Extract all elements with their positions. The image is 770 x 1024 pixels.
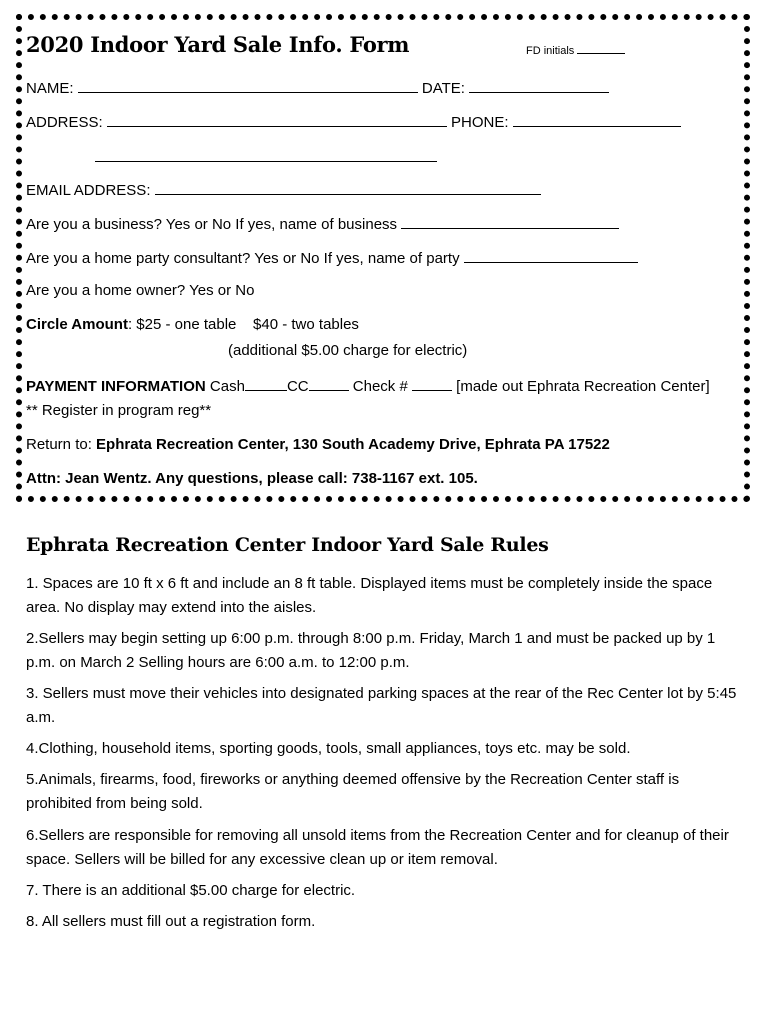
email-row: [26, 180, 541, 199]
electric-note: (additional $5.00 charge for electric): [228, 342, 468, 359]
name-label: NAME:: [26, 80, 74, 97]
payment-cc-label: CC: [286, 378, 309, 395]
form-title: 2020 Indoor Yard Sale Info. Form: [26, 32, 410, 57]
party-name-field[interactable]: [464, 248, 638, 263]
date-label: DATE:: [421, 80, 465, 97]
fd-initials-label: FD initials: [526, 45, 575, 57]
rules-title: Ephrata Recreation Center Indoor Yard Sale Rules: [26, 534, 549, 556]
date-field[interactable]: [469, 78, 609, 93]
payment-row: [26, 376, 710, 395]
attn-line: [26, 470, 478, 487]
payment-note: [made out Ephrata Recreation Center]: [456, 378, 710, 395]
payment-cash-label: Cash: [209, 378, 245, 395]
name-field[interactable]: [78, 78, 418, 93]
business-row: [26, 214, 619, 233]
circle-amount-label: Circle Amount: [26, 316, 128, 333]
rule-item: 3. Sellers must move their vehicles into designated parking spaces at the rear of the Rec Center lot by 5:45 a.m.: [26, 685, 737, 726]
rule-item: 5.Animals, firearms, food, fireworks or anything deemed offensive by the Recreation Center staff is prohibited from being sold.: [26, 771, 680, 812]
business-question: Are you a business? Yes or No If yes, name of business: [26, 216, 398, 233]
return-row: [26, 436, 610, 453]
rule-item: 6.Sellers are responsible for removing all unsold items from the Recreation Center and for cleanup of their space. Sellers will be billed for any excessive clean up or item removal.: [26, 827, 729, 868]
email-label: EMAIL ADDRESS:: [26, 182, 151, 199]
phone-label: PHONE:: [451, 114, 509, 131]
cc-field[interactable]: [309, 376, 349, 391]
circle-amount-text: : $25 - one table $40 - two tables: [127, 316, 359, 333]
rule-item: 8. All sellers must fill out a registration form.: [26, 913, 316, 930]
payment-label: PAYMENT INFORMATION: [26, 378, 206, 395]
address-label: ADDRESS:: [26, 114, 103, 131]
circle-amount-row: [26, 316, 359, 333]
address-field[interactable]: [107, 112, 447, 127]
fd-initials-field[interactable]: [577, 44, 625, 54]
rule-item: 2.Sellers may begin setting up 6:00 p.m. through 8:00 p.m. Friday, March 1 and must be packed up by 1 p.m. on March 2 Selling hours are 6:00 a.m. to 12:00 p.m.: [26, 630, 716, 671]
name-row: [26, 78, 609, 97]
consultant-question: Are you a home party consultant? Yes or No If yes, name of party: [26, 250, 460, 267]
fd-initials: [526, 44, 625, 57]
register-note: ** Register in program reg**: [26, 402, 212, 419]
email-field[interactable]: [155, 180, 541, 195]
business-name-field[interactable]: [401, 214, 619, 229]
address-row: [26, 112, 681, 131]
address-field-line2[interactable]: [95, 160, 437, 162]
rule-item: 7. There is an additional $5.00 charge for electric.: [26, 882, 356, 899]
attn-text: Attn: Jean Wentz. Any questions, please call: 738-1167 ext. 105.: [26, 470, 478, 487]
phone-field[interactable]: [513, 112, 681, 127]
cash-field[interactable]: [245, 376, 287, 391]
homeowner-question: Are you a home owner? Yes or No: [26, 282, 255, 299]
return-label: Return to:: [26, 436, 97, 453]
return-address: Ephrata Recreation Center, 130 South Academy Drive, Ephrata PA 17522: [96, 436, 610, 453]
rule-item: 4.Clothing, household items, sporting goods, tools, small appliances, toys etc. may be sold.: [26, 740, 631, 757]
check-number-field[interactable]: [412, 376, 452, 391]
consultant-row: [26, 248, 638, 267]
rule-item: 1. Spaces are 10 ft x 6 ft and include an 8 ft table. Displayed items must be completely inside the space area. No display may extend into the aisles.: [26, 575, 713, 616]
payment-check-label: Check #: [352, 378, 408, 395]
